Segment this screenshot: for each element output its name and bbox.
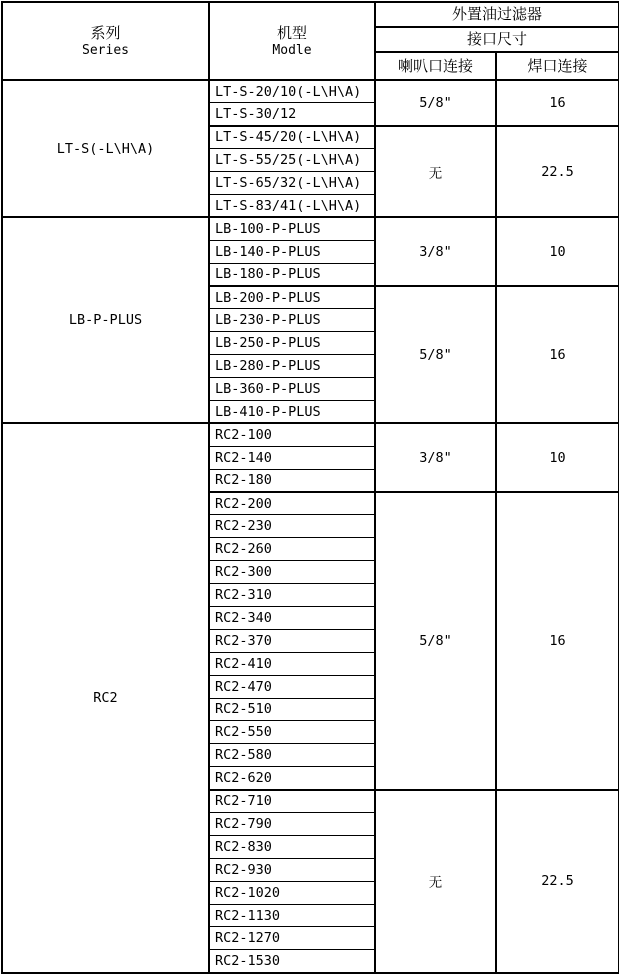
series-label-zh: 系列 — [90, 23, 121, 42]
model-cell: RC2-140 — [209, 446, 375, 469]
model-cell: LT-S-65/32(-L\H\A) — [209, 172, 375, 195]
weld-connection-cell: 16 — [496, 286, 619, 423]
model-cell: RC2-510 — [209, 698, 375, 721]
model-cell: RC2-710 — [209, 790, 375, 813]
flare-connection-cell: 3/8" — [375, 217, 496, 286]
flare-connection-header: 喇叭口连接 — [375, 52, 496, 80]
spec-table — [1, 1, 619, 974]
model-cell: LT-S-30/12 — [209, 103, 375, 126]
series-label-en: Series — [82, 42, 129, 58]
weld-connection-cell: 16 — [496, 80, 619, 126]
weld-connection-cell: 10 — [496, 423, 619, 492]
model-cell: RC2-260 — [209, 538, 375, 561]
model-cell: RC2-410 — [209, 652, 375, 675]
model-cell: LB-360-P-PLUS — [209, 378, 375, 401]
model-cell: RC2-300 — [209, 561, 375, 584]
series-column-header — [2, 2, 209, 80]
table-row — [2, 80, 619, 103]
model-cell: LB-200-P-PLUS — [209, 286, 375, 309]
model-cell: LB-140-P-PLUS — [209, 240, 375, 263]
model-cell: RC2-340 — [209, 606, 375, 629]
weld-connection-cell: 22.5 — [496, 126, 619, 218]
series-cell: RC2 — [2, 423, 209, 972]
model-cell: RC2-470 — [209, 675, 375, 698]
model-cell: RC2-1130 — [209, 904, 375, 927]
model-cell: RC2-1270 — [209, 927, 375, 950]
table-row — [2, 217, 619, 240]
spec-table-header — [2, 2, 619, 80]
model-cell: RC2-370 — [209, 629, 375, 652]
flare-connection-cell: 5/8" — [375, 80, 496, 126]
weld-connection-header: 焊口连接 — [496, 52, 619, 80]
model-cell: LB-410-P-PLUS — [209, 400, 375, 423]
weld-connection-cell: 10 — [496, 217, 619, 286]
model-cell: RC2-830 — [209, 835, 375, 858]
model-cell: LT-S-83/41(-L\H\A) — [209, 194, 375, 217]
model-cell: LT-S-20/10(-L\H\A) — [209, 80, 375, 103]
flare-connection-cell: 无 — [375, 790, 496, 973]
interface-size-header: 接口尺寸 — [375, 27, 619, 52]
model-cell: LT-S-55/25(-L\H\A) — [209, 149, 375, 172]
weld-connection-cell: 22.5 — [496, 790, 619, 973]
model-cell: LT-S-45/20(-L\H\A) — [209, 126, 375, 149]
model-cell: LB-230-P-PLUS — [209, 309, 375, 332]
model-cell: RC2-580 — [209, 744, 375, 767]
model-cell: RC2-550 — [209, 721, 375, 744]
spec-table-body — [2, 80, 619, 973]
table-row — [2, 423, 619, 446]
external-oil-filter-header: 外置油过滤器 — [375, 2, 619, 27]
model-cell: RC2-180 — [209, 469, 375, 492]
flare-connection-cell: 5/8" — [375, 492, 496, 790]
weld-connection-cell: 16 — [496, 492, 619, 790]
model-label-en: Modle — [272, 42, 312, 58]
model-cell: LB-280-P-PLUS — [209, 355, 375, 378]
model-cell: RC2-620 — [209, 767, 375, 790]
model-cell: RC2-310 — [209, 584, 375, 607]
model-cell: RC2-1020 — [209, 881, 375, 904]
model-label-zh: 机型 — [276, 23, 307, 42]
flare-connection-cell: 5/8" — [375, 286, 496, 423]
model-cell: LB-250-P-PLUS — [209, 332, 375, 355]
model-cell: RC2-230 — [209, 515, 375, 538]
flare-connection-cell: 3/8" — [375, 423, 496, 492]
model-cell: LB-180-P-PLUS — [209, 263, 375, 286]
model-cell: RC2-790 — [209, 813, 375, 836]
series-cell: LB-P-PLUS — [2, 217, 209, 423]
model-cell: RC2-1530 — [209, 950, 375, 973]
model-cell: RC2-930 — [209, 858, 375, 881]
flare-connection-cell: 无 — [375, 126, 496, 218]
model-cell: LB-100-P-PLUS — [209, 217, 375, 240]
model-cell: RC2-200 — [209, 492, 375, 515]
model-cell: RC2-100 — [209, 423, 375, 446]
series-cell: LT-S(-L\H\A) — [2, 80, 209, 217]
header-row-1 — [2, 2, 619, 27]
model-column-header — [209, 2, 375, 80]
